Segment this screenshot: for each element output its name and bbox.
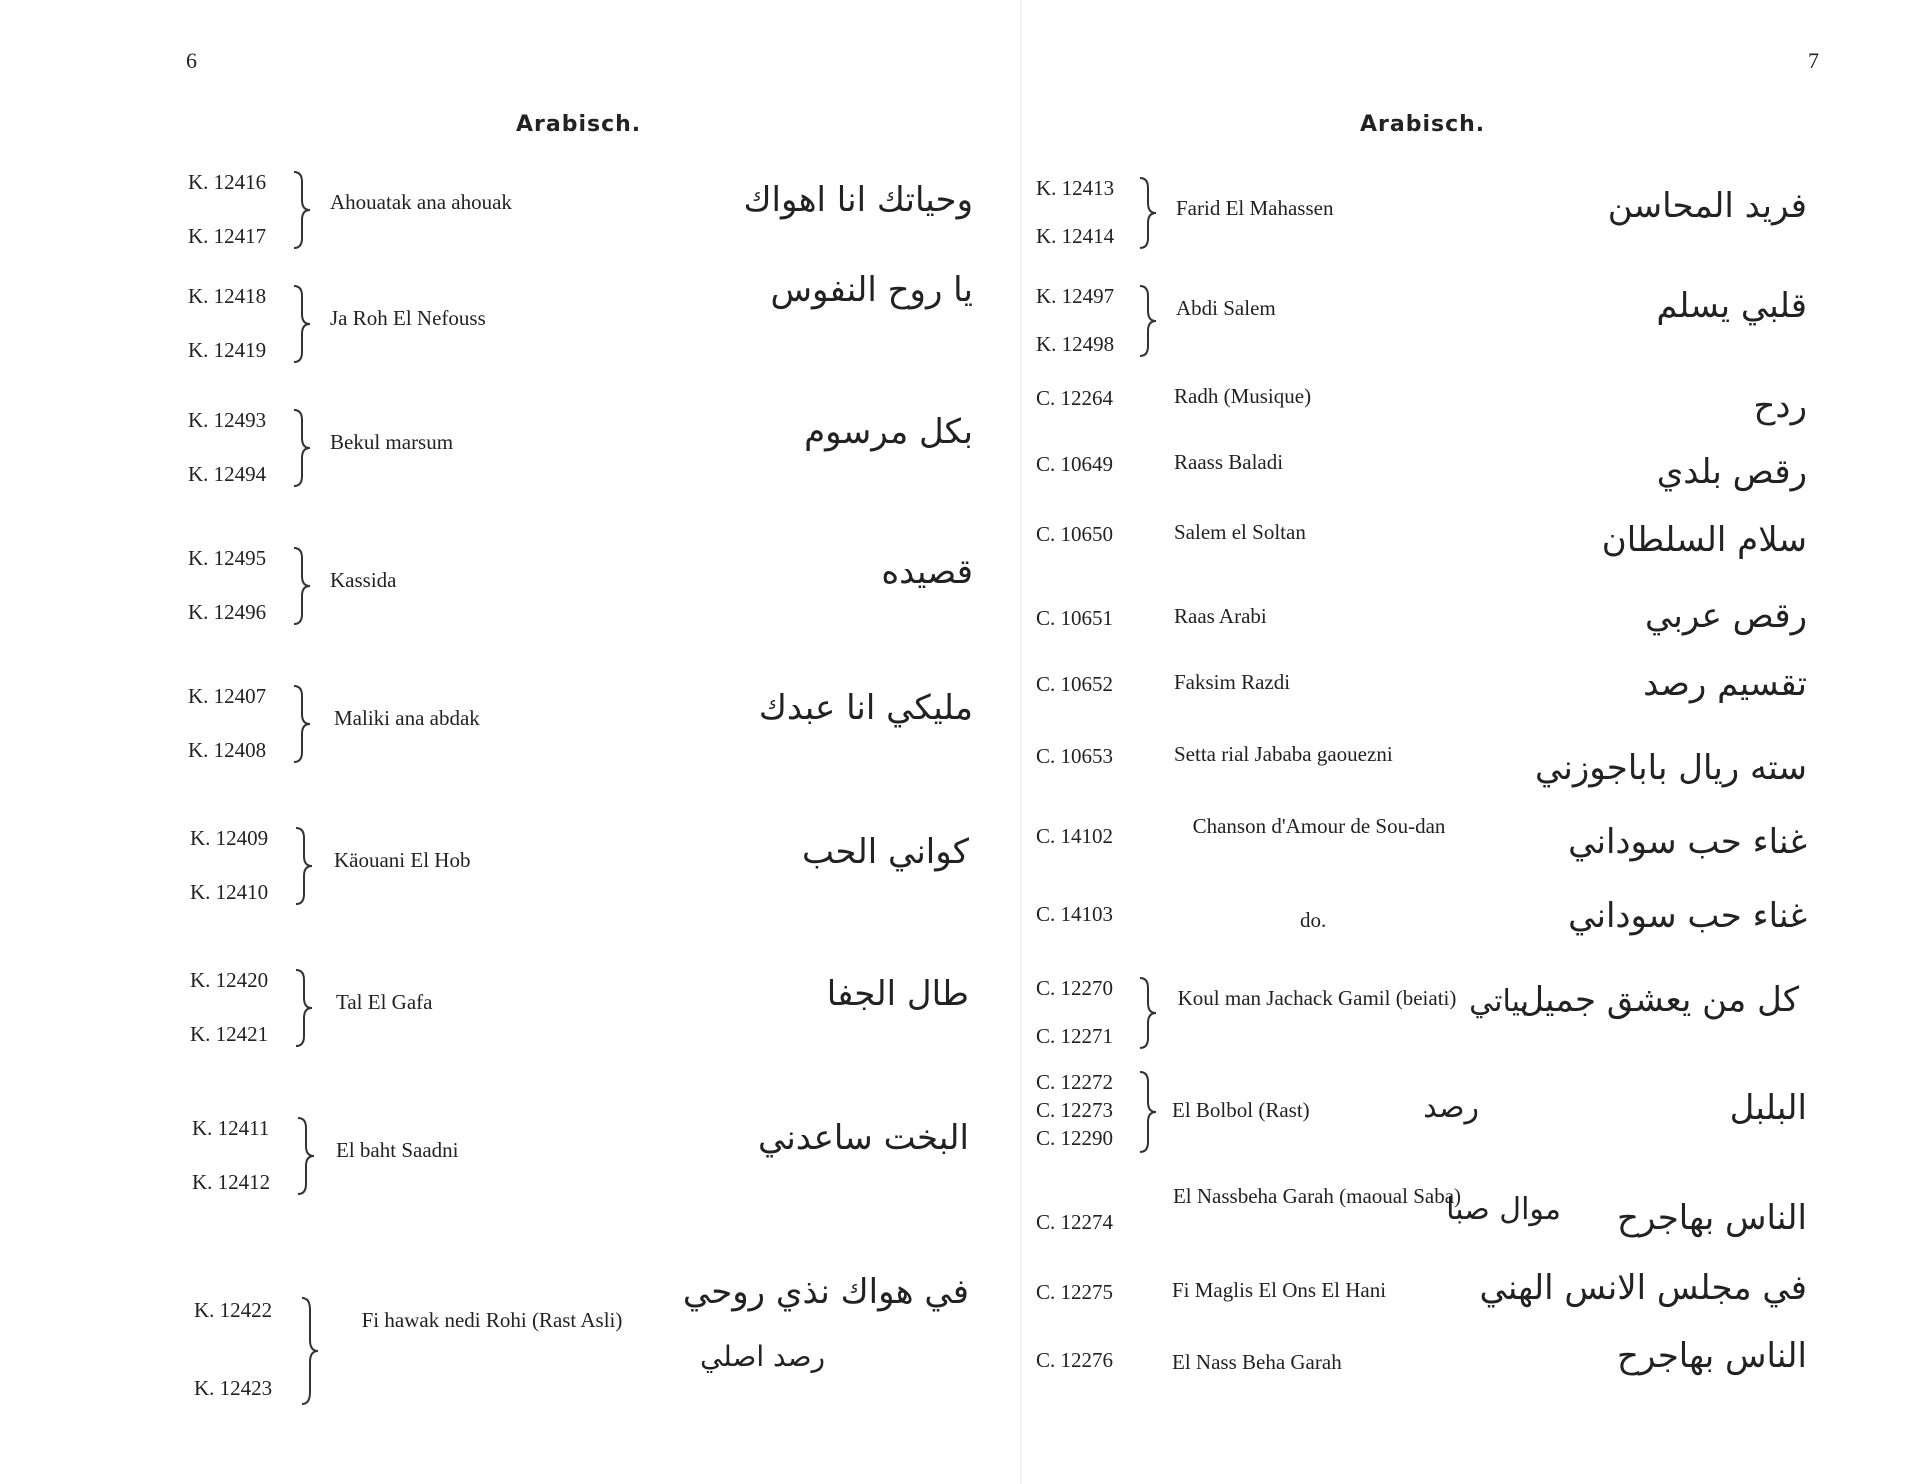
catalog-number: K. 12418 — [188, 284, 267, 308]
record-title: Käouani El Hob — [334, 848, 471, 872]
arabic-title: قصيده — [881, 552, 973, 592]
arabic-title: غناء حب سوداني — [1568, 896, 1807, 936]
catalog-number: K. 12416 — [188, 170, 267, 194]
catalog-number: K. 12407 — [188, 684, 267, 708]
catalog-number: C. 12276 — [1036, 1348, 1114, 1372]
record-title: Fi Maglis El Ons El Hani — [1172, 1278, 1387, 1302]
record-title: Setta rial Jababa gaouezni — [1174, 742, 1393, 766]
catalog-number: K. 12496 — [188, 600, 267, 624]
record-title: El baht Saadni — [336, 1138, 459, 1162]
record-title: Abdi Salem — [1176, 296, 1276, 320]
catalog-number: K. 12422 — [194, 1298, 273, 1322]
brace-icon — [294, 968, 314, 1048]
arabic-mode: بياتي — [1469, 984, 1529, 1019]
catalog-number: C. 14102 — [1036, 824, 1114, 848]
page-number-left: 6 — [186, 48, 197, 73]
arabic-title: فريد المحاسن — [1607, 186, 1807, 226]
brace-icon — [1138, 176, 1158, 250]
brace-icon — [1138, 284, 1158, 358]
catalog-number: K. 12413 — [1036, 176, 1115, 200]
arabic-title: طال الجفا — [826, 974, 969, 1014]
catalog-number: K. 12411 — [192, 1116, 270, 1140]
record-title: Koul man Jachack Gamil (beiati) — [1177, 986, 1457, 1010]
arabic-title: ردح — [1753, 386, 1807, 426]
catalog-number: K. 12420 — [190, 968, 269, 992]
catalog-number: K. 12498 — [1036, 332, 1115, 356]
arabic-title: كواني الحب — [802, 832, 969, 872]
arabic-title: البلبل — [1729, 1088, 1807, 1128]
catalog-number: K. 12417 — [188, 224, 267, 248]
record-title: Raas Arabi — [1174, 604, 1267, 628]
catalog-number: K. 12494 — [188, 462, 267, 486]
arabic-title: البخت ساعدني — [758, 1118, 969, 1158]
arabic-mode: رصد — [1423, 1090, 1479, 1125]
record-title: do. — [1300, 908, 1327, 932]
arabic-title: يا روح النفوس — [770, 270, 973, 310]
record-title: Faksim Razdi — [1174, 670, 1291, 694]
record-title: Radh (Musique) — [1174, 384, 1312, 408]
catalog-number: K. 12495 — [188, 546, 267, 570]
arabic-title: قلبي يسلم — [1656, 286, 1807, 326]
arabic-title: كل من يعشق جميل — [1519, 980, 1799, 1020]
arabic-title: الناس بهاجرح — [1617, 1336, 1807, 1376]
catalog-number: K. 12497 — [1036, 284, 1115, 308]
arabic-title: رقص عربي — [1645, 596, 1807, 636]
brace-icon — [292, 546, 312, 626]
page-number-right: 7 — [1808, 48, 1819, 73]
catalog-number: C. 12274 — [1036, 1210, 1114, 1234]
record-title: Maliki ana abdak — [334, 706, 480, 730]
brace-icon — [292, 684, 312, 764]
arabic-title: رقص بلدي — [1656, 452, 1807, 492]
arabic-title: سلام السلطان — [1601, 520, 1807, 560]
arabic-title: سته ريال باباجوزني — [1535, 748, 1807, 788]
brace-icon — [292, 408, 312, 488]
arabic-title: في مجلس الانس الهني — [1479, 1268, 1807, 1308]
record-title: Chanson d'Amour de Sou-dan — [1192, 814, 1446, 838]
record-title: Farid El Mahassen — [1176, 196, 1334, 220]
catalog-number: C. 10651 — [1036, 606, 1114, 630]
catalog-number: K. 12412 — [192, 1170, 271, 1194]
arabic-mode: موال صبا — [1446, 1192, 1561, 1227]
catalog-number: C. 12270 — [1036, 976, 1114, 1000]
catalog-number: K. 12409 — [190, 826, 269, 850]
arabic-title: بكل مرسوم — [804, 412, 973, 452]
catalog-number: C. 12264 — [1036, 386, 1114, 410]
catalog-number: K. 12493 — [188, 408, 267, 432]
section-title-left: Arabisch. — [516, 112, 642, 137]
catalog-number: K. 12414 — [1036, 224, 1115, 248]
catalog-number: C. 10650 — [1036, 522, 1114, 546]
record-title: Ahouatak ana ahouak — [330, 190, 512, 214]
arabic-title: تقسيم رصد — [1643, 664, 1807, 704]
arabic-title: الناس بهاجرح — [1617, 1198, 1807, 1238]
brace-icon — [1138, 976, 1158, 1050]
arabic-title: غناء حب سوداني — [1568, 822, 1807, 862]
catalog-number: C. 12275 — [1036, 1280, 1114, 1304]
arabic-title: في هواك نذي روحي — [682, 1272, 969, 1312]
section-title-right: Arabisch. — [1360, 112, 1486, 137]
catalog-number: K. 12408 — [188, 738, 267, 762]
record-title: Raass Baladi — [1174, 450, 1284, 474]
catalog-number: K. 12410 — [190, 880, 269, 904]
record-title: Kassida — [330, 568, 397, 592]
catalog-number: K. 12421 — [190, 1022, 269, 1046]
catalog-number: K. 12423 — [194, 1376, 273, 1400]
arabic-subtitle: رصد اصلي — [699, 1340, 825, 1373]
page-gutter — [1020, 0, 1022, 1484]
catalog-number: C. 10652 — [1036, 672, 1114, 696]
catalog-number: C. 10653 — [1036, 744, 1114, 768]
brace-icon — [292, 170, 312, 250]
catalog-number: C. 12271 — [1036, 1024, 1114, 1048]
catalog-number: C. 14103 — [1036, 902, 1114, 926]
brace-icon — [294, 826, 314, 906]
brace-icon — [300, 1296, 320, 1406]
record-title: Ja Roh El Nefouss — [330, 306, 486, 330]
catalog-number: K. 12419 — [188, 338, 267, 362]
brace-icon — [296, 1116, 316, 1196]
record-title: Salem el Soltan — [1174, 520, 1306, 544]
record-title: El Bolbol (Rast) — [1172, 1098, 1310, 1122]
record-title: Bekul marsum — [330, 430, 454, 454]
record-title: El Nassbeha Garah (maoual Saba) — [1172, 1184, 1462, 1208]
brace-icon — [292, 284, 312, 364]
catalog-number: C. 12273 — [1036, 1098, 1114, 1122]
catalog-number: C. 12290 — [1036, 1126, 1114, 1150]
record-title: Fi hawak nedi Rohi (Rast Asli) — [361, 1308, 623, 1332]
record-title: El Nass Beha Garah — [1172, 1350, 1342, 1374]
arabic-title: وحياتك انا اهواك — [743, 180, 973, 220]
arabic-title: مليكي انا عبدك — [758, 688, 973, 728]
catalog-number: C. 10649 — [1036, 452, 1114, 476]
brace-icon — [1138, 1070, 1158, 1154]
record-title: Tal El Gafa — [336, 990, 433, 1014]
catalog-number: C. 12272 — [1036, 1070, 1114, 1094]
